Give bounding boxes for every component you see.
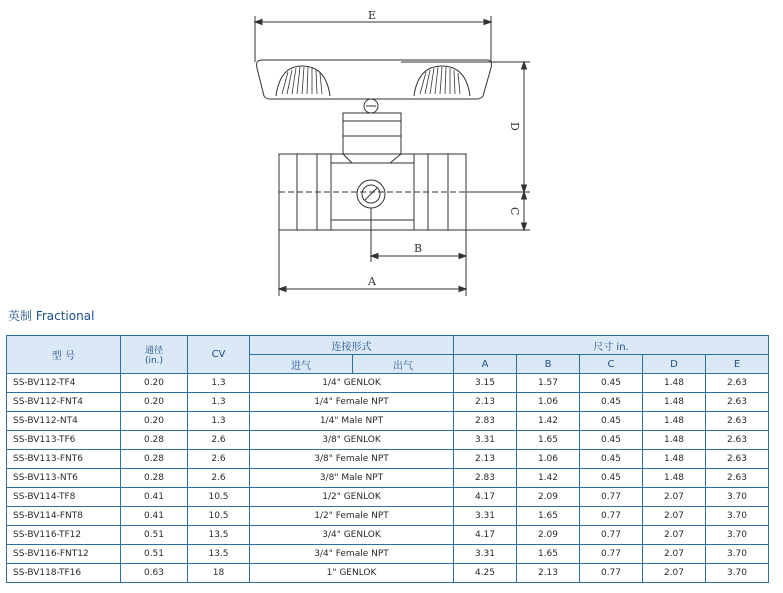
table-row	[7, 545, 769, 564]
cell-a: 2.83	[454, 469, 517, 488]
cell-model: SS-BV118-TF16	[7, 564, 121, 583]
cell-d: 1.48	[643, 374, 706, 393]
cell-e: 2.63	[706, 374, 769, 393]
cell-d: 1.48	[643, 450, 706, 469]
cell-c: 0.77	[580, 564, 643, 583]
cell-a: 3.31	[454, 507, 517, 526]
dimension-d-label: D	[508, 122, 521, 131]
cell-d: 2.07	[643, 488, 706, 507]
cell-a: 4.17	[454, 526, 517, 545]
dimension-c-label: C	[508, 207, 521, 216]
table-row	[7, 469, 769, 488]
cell-c: 0.45	[580, 412, 643, 431]
cell-b: 1.42	[517, 469, 580, 488]
cell-b: 1.57	[517, 374, 580, 393]
cell-d: 1.48	[643, 393, 706, 412]
table-row	[7, 374, 769, 393]
cell-e: 2.63	[706, 393, 769, 412]
header-dim-e: E	[706, 355, 769, 374]
cell-conn: 1/4" Female NPT	[250, 393, 454, 412]
cell-e: 2.63	[706, 431, 769, 450]
section-title: 英制 Fractional	[8, 309, 95, 323]
cell-b: 2.09	[517, 526, 580, 545]
cell-c: 0.45	[580, 374, 643, 393]
cell-cv: 2.6	[188, 469, 250, 488]
valve-drawing	[240, 2, 550, 300]
cell-b: 1.65	[517, 507, 580, 526]
cell-c: 0.45	[580, 431, 643, 450]
cell-conn: 1/2" Female NPT	[250, 507, 454, 526]
cell-a: 2.13	[454, 393, 517, 412]
cell-c: 0.45	[580, 450, 643, 469]
cell-a: 2.83	[454, 412, 517, 431]
header-connection: 连接形式	[250, 336, 454, 355]
dimension-a-label: A	[368, 275, 376, 288]
cell-d: 1.48	[643, 412, 706, 431]
cell-a: 3.31	[454, 545, 517, 564]
cell-d: 2.07	[643, 526, 706, 545]
cell-e: 2.63	[706, 450, 769, 469]
header-outlet: 出气	[353, 355, 454, 374]
cell-cv: 13.5	[188, 526, 250, 545]
cell-model: SS-BV112-TF4	[7, 374, 121, 393]
cell-c: 0.77	[580, 526, 643, 545]
cell-bore: 0.20	[121, 374, 188, 393]
header-dimensions: 尺寸 in.	[454, 336, 769, 355]
header-dim-c: C	[580, 355, 643, 374]
cell-b: 1.42	[517, 412, 580, 431]
header-model: 型 号	[7, 336, 121, 374]
cell-model: SS-BV114-FNT8	[7, 507, 121, 526]
dimension-e-label: E	[368, 9, 377, 22]
table-row	[7, 526, 769, 545]
cell-cv: 13.5	[188, 545, 250, 564]
cell-b: 1.06	[517, 393, 580, 412]
cell-d: 1.48	[643, 469, 706, 488]
cell-cv: 18	[188, 564, 250, 583]
cell-bore: 0.28	[121, 450, 188, 469]
cell-d: 1.48	[643, 431, 706, 450]
cell-bore: 0.63	[121, 564, 188, 583]
cell-a: 3.31	[454, 431, 517, 450]
cell-bore: 0.41	[121, 507, 188, 526]
cell-cv: 10.5	[188, 488, 250, 507]
cell-bore: 0.28	[121, 431, 188, 450]
cell-e: 3.70	[706, 545, 769, 564]
header-inlet: 进气	[250, 355, 353, 374]
cell-cv: 2.6	[188, 431, 250, 450]
cell-e: 3.70	[706, 488, 769, 507]
cell-bore: 0.41	[121, 488, 188, 507]
table-row	[7, 450, 769, 469]
cell-conn: 1/4" GENLOK	[250, 374, 454, 393]
cell-e: 2.63	[706, 469, 769, 488]
cell-bore: 0.20	[121, 393, 188, 412]
cell-c: 0.45	[580, 469, 643, 488]
cell-a: 2.13	[454, 450, 517, 469]
cell-b: 2.09	[517, 488, 580, 507]
cell-cv: 1.3	[188, 374, 250, 393]
cell-c: 0.77	[580, 488, 643, 507]
table-row	[7, 393, 769, 412]
cell-bore: 0.51	[121, 526, 188, 545]
cell-bore: 0.51	[121, 545, 188, 564]
cell-e: 3.70	[706, 526, 769, 545]
cell-bore: 0.20	[121, 412, 188, 431]
cell-conn: 3/4" Female NPT	[250, 545, 454, 564]
cell-cv: 1.3	[188, 412, 250, 431]
cell-model: SS-BV113-TF6	[7, 431, 121, 450]
cell-a: 3.15	[454, 374, 517, 393]
cell-conn: 3/8" GENLOK	[250, 431, 454, 450]
cell-e: 2.63	[706, 412, 769, 431]
cell-cv: 1.3	[188, 393, 250, 412]
cell-d: 2.07	[643, 564, 706, 583]
table-row	[7, 564, 769, 583]
cell-model: SS-BV116-FNT12	[7, 545, 121, 564]
cell-e: 3.70	[706, 507, 769, 526]
cell-a: 4.17	[454, 488, 517, 507]
table-body	[7, 374, 769, 583]
dimension-b-label: B	[414, 242, 423, 255]
header-dim-a: A	[454, 355, 517, 374]
spec-table	[6, 335, 769, 583]
header-bore: 通径 (in.)	[121, 336, 188, 374]
cell-conn: 1/4" Male NPT	[250, 412, 454, 431]
cell-conn: 3/8" Male NPT	[250, 469, 454, 488]
cell-cv: 2.6	[188, 450, 250, 469]
cell-e: 3.70	[706, 564, 769, 583]
cell-c: 0.45	[580, 393, 643, 412]
cell-b: 1.06	[517, 450, 580, 469]
header-cv: CV	[188, 336, 250, 374]
table-row	[7, 507, 769, 526]
cell-bore: 0.28	[121, 469, 188, 488]
cell-c: 0.77	[580, 507, 643, 526]
cell-cv: 10.5	[188, 507, 250, 526]
cell-a: 4.25	[454, 564, 517, 583]
cell-model: SS-BV112-NT4	[7, 412, 121, 431]
cell-conn: 3/4" GENLOK	[250, 526, 454, 545]
cell-model: SS-BV114-TF8	[7, 488, 121, 507]
header-dim-d: D	[643, 355, 706, 374]
table-row	[7, 431, 769, 450]
cell-b: 2.13	[517, 564, 580, 583]
table-row	[7, 488, 769, 507]
cell-model: SS-BV113-NT6	[7, 469, 121, 488]
cell-model: SS-BV113-FNT6	[7, 450, 121, 469]
cell-conn: 3/8" Female NPT	[250, 450, 454, 469]
cell-d: 2.07	[643, 507, 706, 526]
cell-b: 1.65	[517, 545, 580, 564]
cell-d: 2.07	[643, 545, 706, 564]
cell-c: 0.77	[580, 545, 643, 564]
cell-model: SS-BV112-FNT4	[7, 393, 121, 412]
cell-conn: 1" GENLOK	[250, 564, 454, 583]
header-dim-b: B	[517, 355, 580, 374]
cell-conn: 1/2" GENLOK	[250, 488, 454, 507]
cell-model: SS-BV116-TF12	[7, 526, 121, 545]
table-row	[7, 412, 769, 431]
cell-b: 1.65	[517, 431, 580, 450]
